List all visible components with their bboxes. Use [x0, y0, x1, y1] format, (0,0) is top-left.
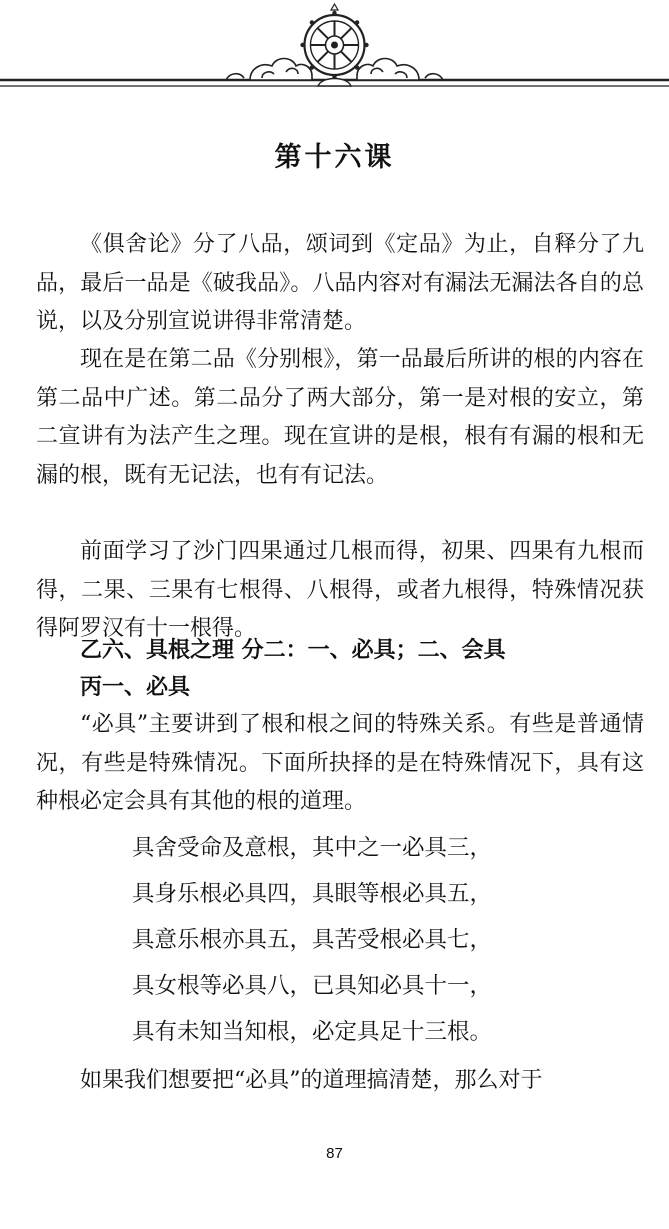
- cloud-scroll-right-icon: [357, 59, 443, 81]
- body-paragraph-2: 现在是在第二品《分别根》，第一品最后所讲的根的内容在第二品中广述。第二品分了两大部分，第一是对根的安立，第二宣讲有为法产生之理。现在宣讲的是根，根有有漏的根和无漏的根，既有无记法，也有有记法。: [36, 347, 644, 488]
- verse-line: 具舍受命及意根，其中之一必具三，: [132, 835, 493, 861]
- header-ornament: [0, 0, 669, 100]
- body-paragraph-1: 《俱舍论》分了八品，颂词到《定品》为止，自释分了九品，最后一品是《破我品》。八品内容对有漏法无漏法各自的总说，以及分别宣说讲得非常清楚。: [36, 232, 644, 334]
- intro-paragraph: “必具”主要讲到了根和根之间的特殊关系。有些是普通情况，有些是特殊情况。下面所抉择的是在特殊情况下，具有这种根必定会具有其他的根的道理。: [36, 712, 644, 814]
- page-number: 87: [326, 1145, 343, 1162]
- subsection-heading: 丙一、必具: [80, 675, 191, 700]
- verse-line: 具女根等必具八，已具知必具十一，: [132, 973, 493, 999]
- section-heading: 乙六、具根之理 分二：一、必具；二、会具: [80, 638, 506, 663]
- cloud-scroll-left-icon: [226, 59, 312, 81]
- lesson-title: 第十六课: [274, 142, 395, 173]
- closing-paragraph: 如果我们想要把“必具”的道理搞清楚，那么对于: [80, 1068, 543, 1093]
- body-paragraph-3: 前面学习了沙门四果通过几根而得，初果、四果有九根而得，二果、三果有七根得、八根得，或者九根得，特殊情况获得阿罗汉有十一根得。: [36, 539, 644, 641]
- verse-line: 具身乐根必具四，具眼等根必具五，: [132, 881, 493, 907]
- verse-line: 具有未知当知根，必定具足十三根。: [132, 1019, 493, 1045]
- verse-line: 具意乐根亦具五，具苦受根必具七，: [132, 927, 493, 953]
- verse-block: [0, 825, 669, 1055]
